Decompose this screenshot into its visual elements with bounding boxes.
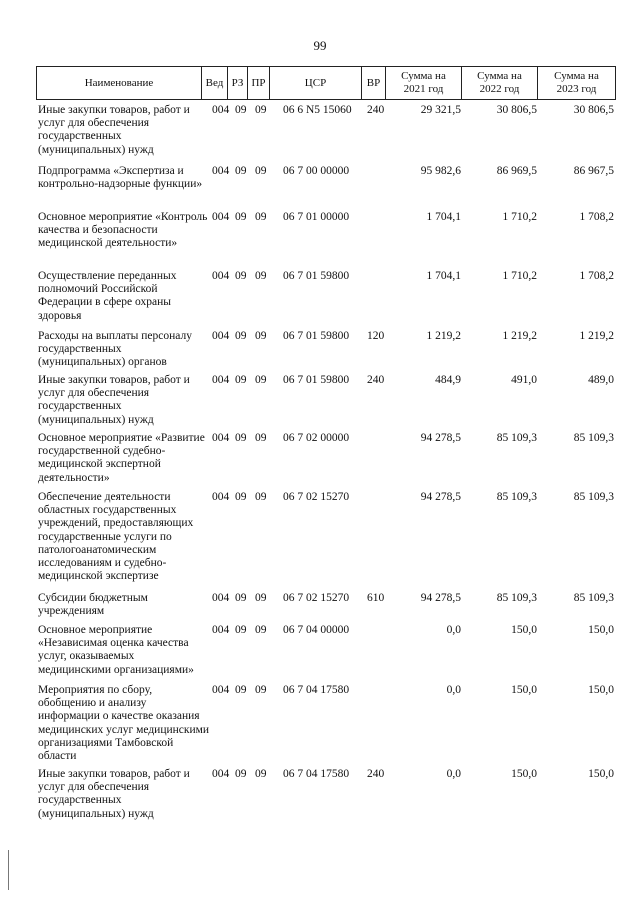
row-ved: 004 [212, 211, 230, 223]
row-rz: 09 [235, 270, 247, 282]
row-sum-2021: 0,0 [446, 624, 461, 636]
row-ved: 004 [212, 330, 230, 342]
row-ved: 004 [212, 768, 230, 780]
row-sum-2023: 1 708,2 [579, 211, 614, 223]
row-sum-2021: 29 321,5 [420, 104, 461, 116]
header-rz: РЗ [228, 67, 248, 99]
row-rz: 09 [235, 624, 247, 636]
row-pr: 09 [255, 432, 267, 444]
row-sum-2023: 150,0 [588, 624, 614, 636]
table-header [36, 66, 616, 100]
row-csr: 06 7 01 59800 [283, 330, 350, 342]
header-pr: ПР [248, 67, 270, 99]
row-sum-2021: 95 982,6 [420, 165, 461, 177]
row-sum-2023: 85 109,3 [573, 592, 614, 604]
row-vr: 120 [367, 330, 385, 342]
row-name: Подпрограмма «Экспертиза и контрольно-надзорные функции» [38, 165, 203, 191]
row-sum-2023: 30 806,5 [573, 104, 614, 116]
row-sum-2021: 1 704,1 [426, 270, 461, 282]
row-ved: 004 [212, 592, 230, 604]
row-csr: 06 7 00 00000 [283, 165, 350, 177]
row-sum-2022: 1 219,2 [502, 330, 537, 342]
row-name: Мероприятия по сбору, обобщению и анализу информации о качестве оказания медицинских услуг медицинскими организациями Тамбовской области [38, 684, 210, 763]
row-sum-2023: 150,0 [588, 684, 614, 696]
header-ved: Вед [202, 67, 228, 99]
row-vr: 240 [367, 104, 385, 116]
row-csr: 06 7 04 17580 [283, 684, 350, 696]
row-sum-2022: 491,0 [511, 374, 537, 386]
row-rz: 09 [235, 768, 247, 780]
row-rz: 09 [235, 330, 247, 342]
row-csr: 06 7 04 00000 [283, 624, 350, 636]
row-sum-2022: 150,0 [511, 684, 537, 696]
row-csr: 06 7 02 15270 [283, 491, 350, 503]
row-sum-2021: 1 704,1 [426, 211, 461, 223]
header-sum-2022: Сумма на 2022 год [462, 67, 538, 99]
row-sum-2021: 0,0 [446, 684, 461, 696]
row-name: Иные закупки товаров, работ и услуг для обеспечения государственных (муниципальных) нужд [38, 374, 190, 426]
row-rz: 09 [235, 684, 247, 696]
row-name: Субсидии бюджетным учреждениям [38, 592, 148, 618]
row-sum-2023: 489,0 [588, 374, 614, 386]
row-pr: 09 [255, 624, 267, 636]
row-ved: 004 [212, 432, 230, 444]
row-ved: 004 [212, 165, 230, 177]
row-ved: 004 [212, 374, 230, 386]
row-vr: 240 [367, 768, 385, 780]
row-sum-2022: 85 109,3 [496, 592, 537, 604]
row-sum-2021: 1 219,2 [426, 330, 461, 342]
row-sum-2022: 86 969,5 [496, 165, 537, 177]
row-vr: 240 [367, 374, 385, 386]
row-name: Основное мероприятие «Развитие государственной судебно-медицинской экспертной деятельности» [38, 432, 205, 484]
row-vr: 610 [367, 592, 385, 604]
row-rz: 09 [235, 104, 247, 116]
row-sum-2022: 150,0 [511, 624, 537, 636]
row-ved: 004 [212, 491, 230, 503]
row-csr: 06 7 01 59800 [283, 374, 350, 386]
row-sum-2023: 150,0 [588, 768, 614, 780]
row-pr: 09 [255, 270, 267, 282]
row-pr: 09 [255, 165, 267, 177]
header-sum-2021: Сумма на 2021 год [386, 67, 462, 99]
row-rz: 09 [235, 374, 247, 386]
row-sum-2022: 1 710,2 [502, 270, 537, 282]
row-name: Основное мероприятие «Контроль качества и безопасности медицинской деятельности» [38, 211, 208, 250]
row-csr: 06 7 02 15270 [283, 592, 350, 604]
row-csr: 06 6 N5 15060 [283, 104, 352, 116]
row-sum-2022: 30 806,5 [496, 104, 537, 116]
row-name: Основное мероприятие «Независимая оценка качества услуг, оказываемых медицинскими организациями» [38, 624, 194, 676]
row-pr: 09 [255, 491, 267, 503]
row-csr: 06 7 02 00000 [283, 432, 350, 444]
row-sum-2023: 86 967,5 [573, 165, 614, 177]
header-sum-2023: Сумма на 2023 год [554, 70, 599, 95]
row-sum-2023: 85 109,3 [573, 432, 614, 444]
row-pr: 09 [255, 330, 267, 342]
row-rz: 09 [235, 592, 247, 604]
row-pr: 09 [255, 104, 267, 116]
row-csr: 06 7 01 59800 [283, 270, 350, 282]
header-csr: ЦСР [270, 67, 362, 99]
row-sum-2021: 94 278,5 [420, 592, 461, 604]
row-rz: 09 [235, 165, 247, 177]
row-ved: 004 [212, 104, 230, 116]
row-rz: 09 [235, 211, 247, 223]
row-sum-2022: 150,0 [511, 768, 537, 780]
row-sum-2023: 1 219,2 [579, 330, 614, 342]
header-vr: ВР [362, 67, 386, 99]
row-csr: 06 7 01 00000 [283, 211, 350, 223]
row-sum-2022: 85 109,3 [496, 491, 537, 503]
row-ved: 004 [212, 684, 230, 696]
row-sum-2022: 1 710,2 [502, 211, 537, 223]
row-sum-2021: 94 278,5 [420, 491, 461, 503]
row-pr: 09 [255, 211, 267, 223]
row-name: Иные закупки товаров, работ и услуг для обеспечения государственных (муниципальных) нужд [38, 104, 190, 156]
header-name: Наименование [37, 67, 202, 99]
row-rz: 09 [235, 491, 247, 503]
row-sum-2021: 0,0 [446, 768, 461, 780]
row-name: Расходы на выплаты персоналу государственных (муниципальных) органов [38, 330, 192, 369]
row-sum-2023: 1 708,2 [579, 270, 614, 282]
row-sum-2023: 85 109,3 [573, 491, 614, 503]
binding-margin-mark [8, 850, 9, 890]
row-pr: 09 [255, 684, 267, 696]
row-rz: 09 [235, 432, 247, 444]
page-number: 99 [313, 38, 327, 53]
row-sum-2021: 94 278,5 [420, 432, 461, 444]
row-pr: 09 [255, 592, 267, 604]
row-name: Осуществление переданных полномочий Российской Федерации в сфере охраны здоровья [38, 270, 177, 322]
row-sum-2022: 85 109,3 [496, 432, 537, 444]
row-ved: 004 [212, 624, 230, 636]
row-pr: 09 [255, 374, 267, 386]
row-name: Иные закупки товаров, работ и услуг для обеспечения государственных (муниципальных) нужд [38, 768, 190, 820]
row-name: Обеспечение деятельности областных государственных учреждений, предоставляющих государственные услуги по патологоанатомическим исследованиям и судебно-медицинской экспертизе [38, 491, 194, 583]
row-ved: 004 [212, 270, 230, 282]
row-pr: 09 [255, 768, 267, 780]
row-sum-2021: 484,9 [435, 374, 461, 386]
row-csr: 06 7 04 17580 [283, 768, 350, 780]
